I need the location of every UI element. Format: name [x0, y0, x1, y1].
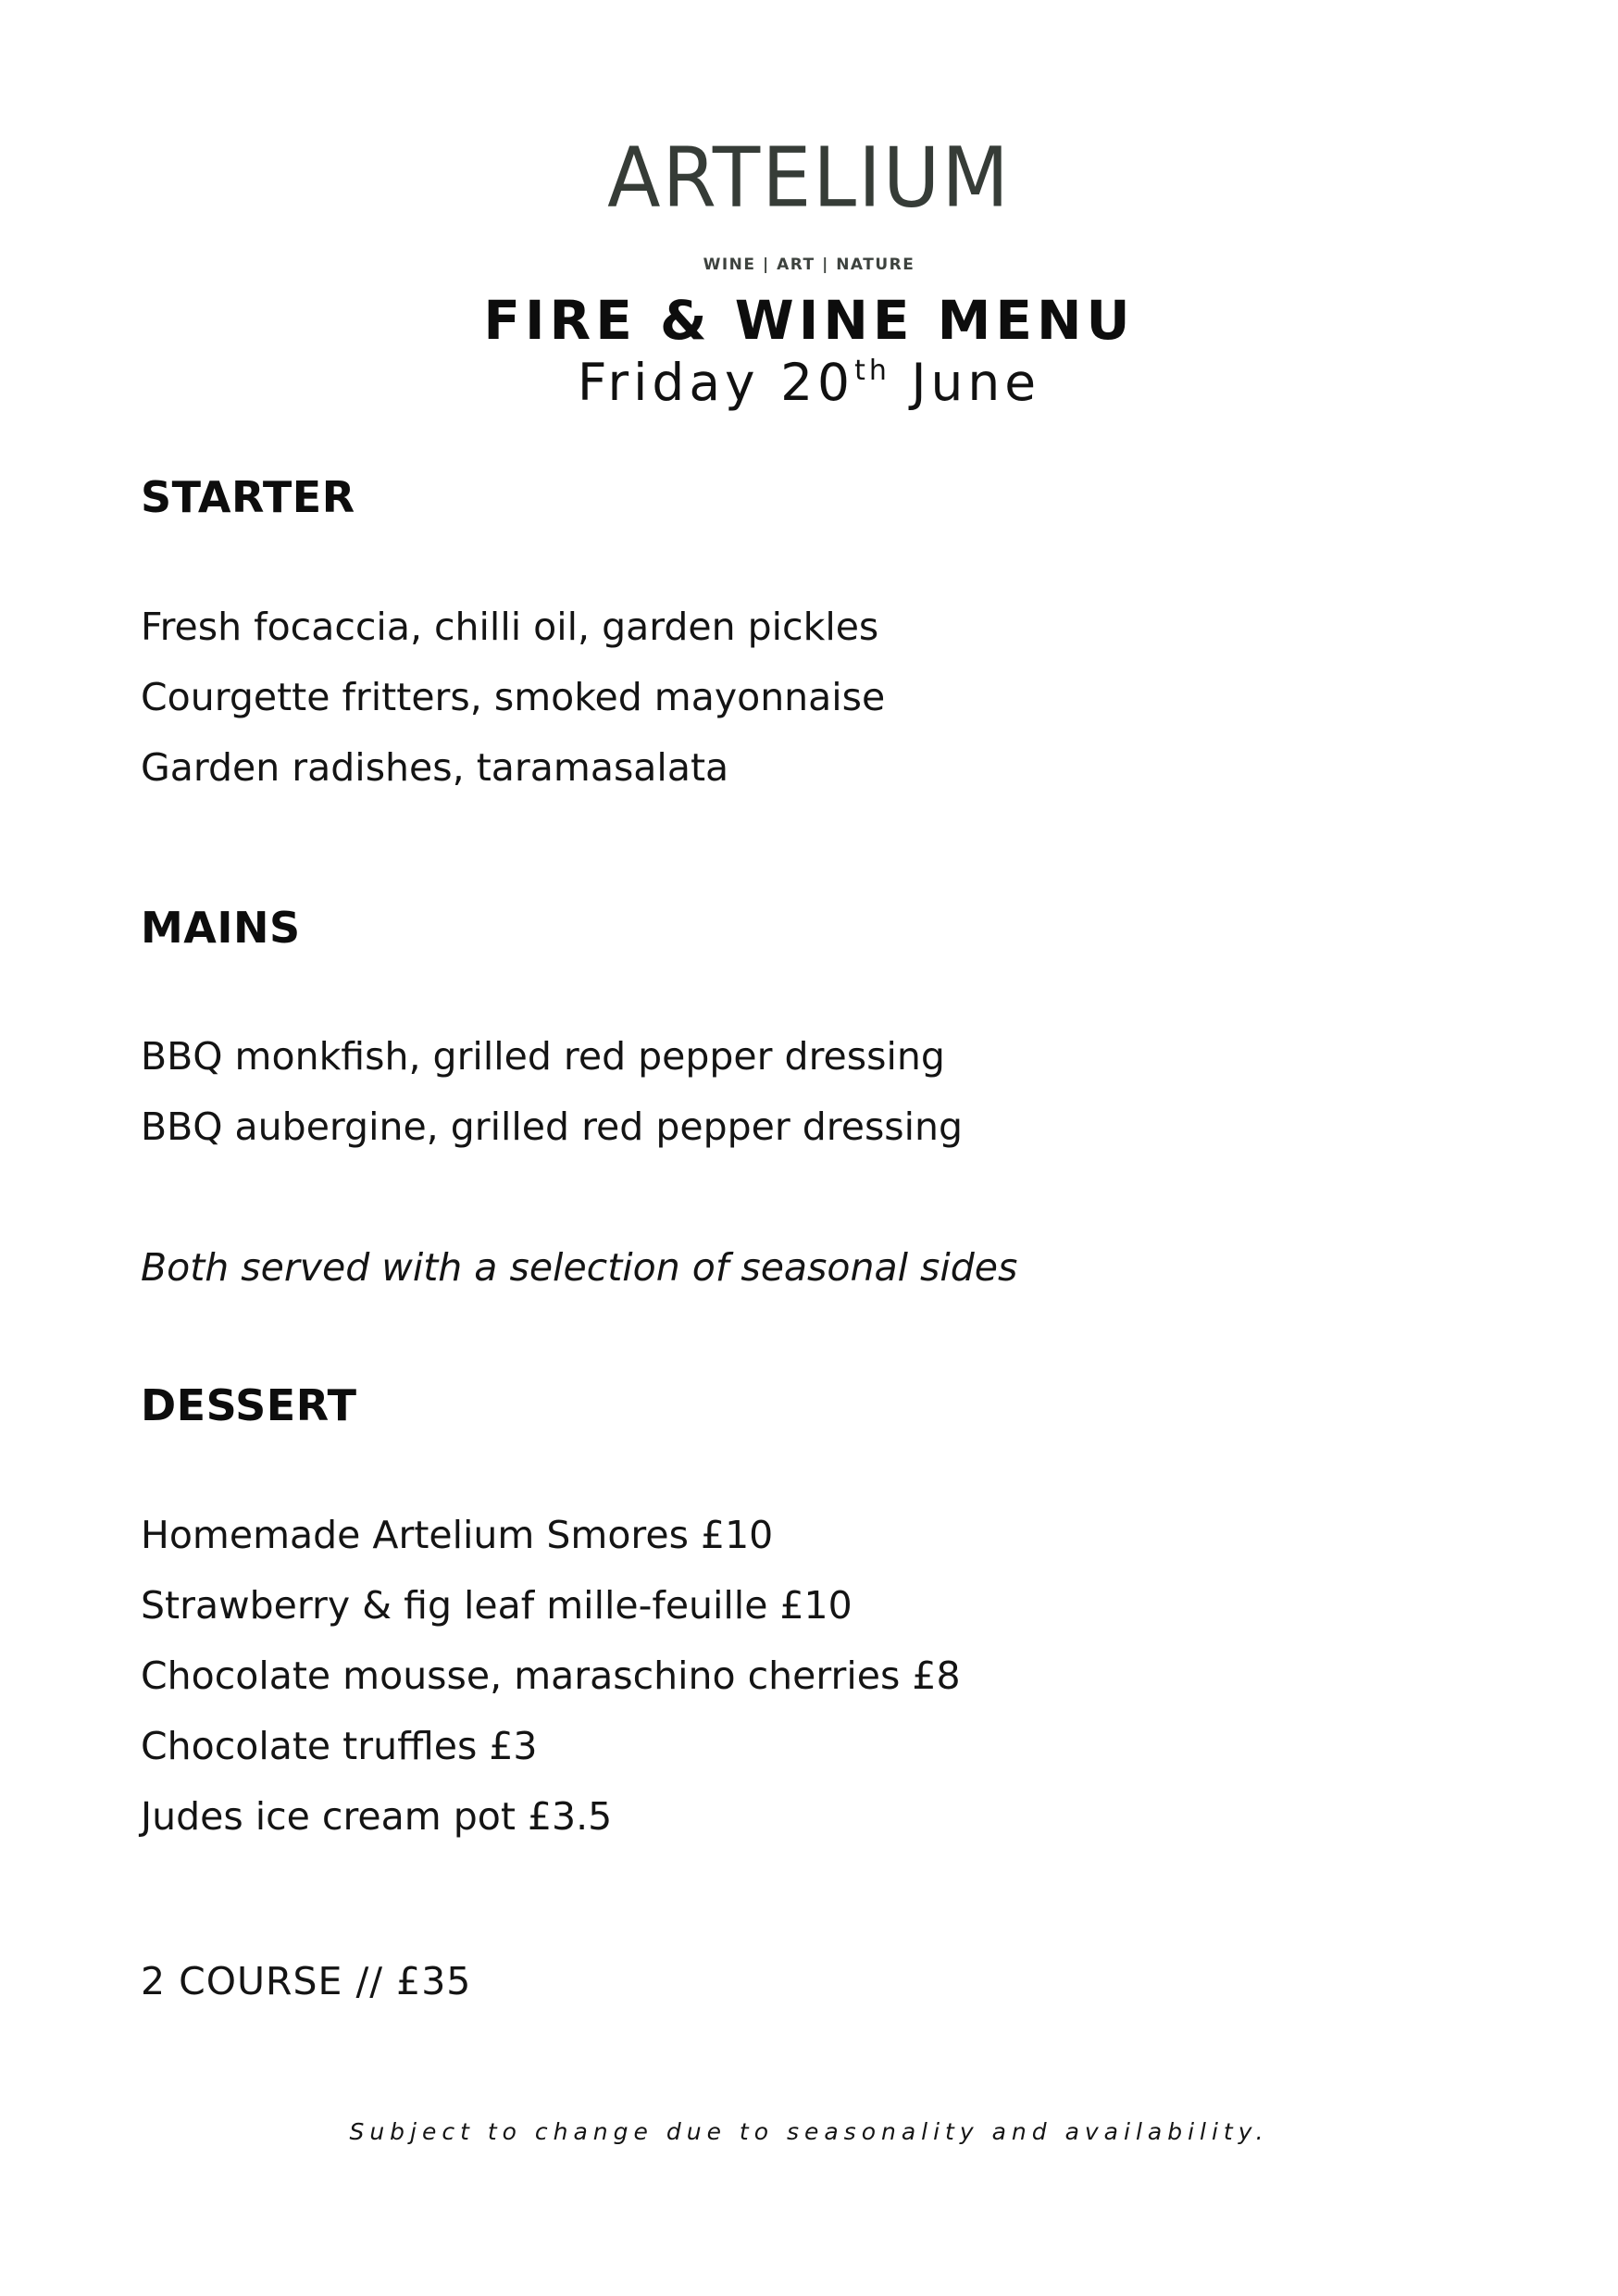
menu-item: Strawberry & fig leaf mille-feuille £10 — [141, 1583, 853, 1628]
menu-item: Homemade Artelium Smores £10 — [141, 1513, 774, 1557]
section-heading-dessert: DESSERT — [141, 1380, 357, 1430]
menu-item: BBQ monkfish, grilled red pepper dressing — [141, 1034, 945, 1079]
menu-date-day: Friday 20 — [577, 353, 855, 412]
menu-date-suffix: th — [854, 355, 890, 387]
menu-title: FIRE & WINE MENU — [483, 289, 1135, 352]
menu-date — [0, 353, 1618, 412]
logo-block — [0, 130, 1618, 274]
section-heading-starter: STARTER — [141, 472, 355, 522]
section-heading-mains: MAINS — [141, 903, 301, 953]
menu-item: Courgette fritters, smoked mayonnaise — [141, 675, 886, 719]
mains-note: Both served with a selection of seasonal sides — [141, 1245, 1018, 1290]
menu-item: Judes ice cream pot £3.5 — [141, 1794, 613, 1839]
menu-item: Garden radishes, taramasalata — [141, 745, 729, 790]
menu-item: Fresh focaccia, chilli oil, garden pickles — [141, 605, 879, 649]
menu-date-month: June — [890, 353, 1041, 412]
logo-wordmark: ARTELIUM — [607, 130, 1011, 226]
footer-disclaimer: Subject to change due to seasonality and availability. — [349, 2118, 1269, 2145]
logo-tagline: WINE | ART | NATURE — [703, 256, 915, 274]
menu-item: Chocolate truffles £3 — [141, 1724, 538, 1768]
menu-item: BBQ aubergine, grilled red pepper dressing — [141, 1104, 964, 1149]
menu-item: Chocolate mousse, maraschino cherries £8 — [141, 1653, 961, 1698]
course-price: 2 COURSE // £35 — [141, 1959, 472, 2003]
